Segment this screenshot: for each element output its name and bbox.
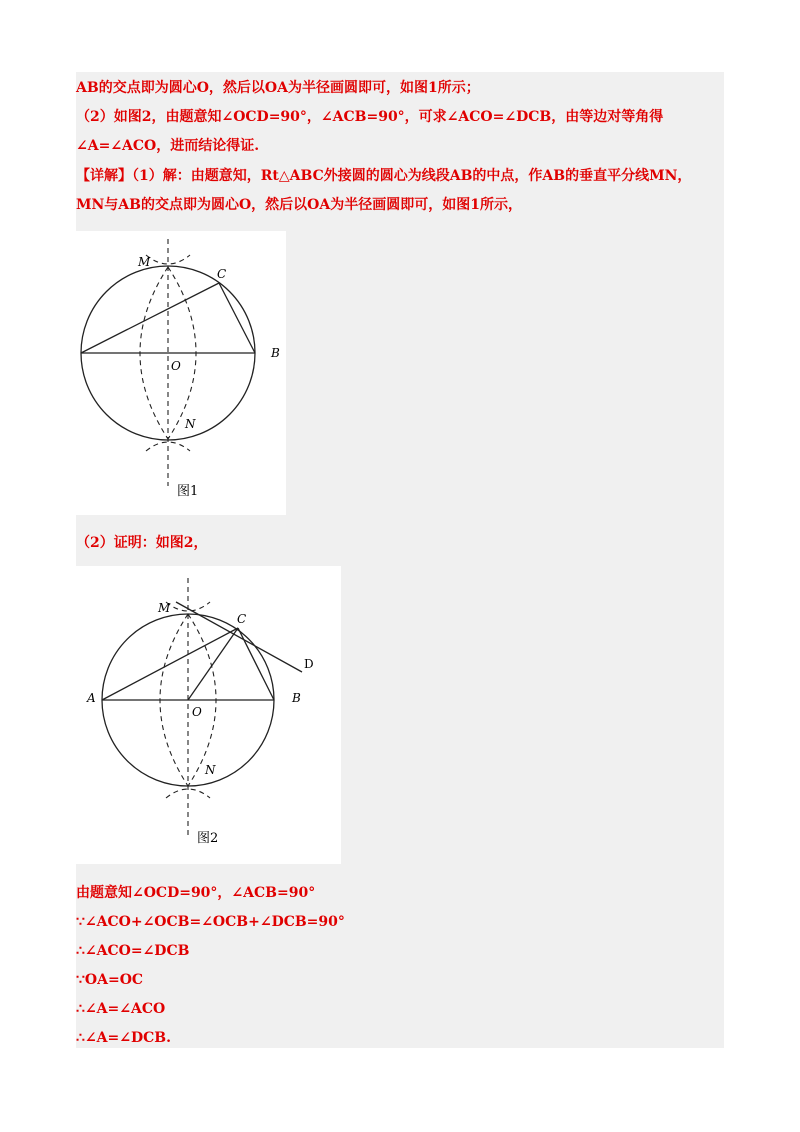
fig2-label-C: C — [237, 612, 247, 626]
proof-line-3: ∴∠ACO=∠DCB — [76, 943, 190, 959]
proof-line-1: 由题意知∠OCD=90°，∠ACB=90° — [76, 885, 316, 901]
proof-line-6: ∴∠A=∠DCB. — [76, 1030, 171, 1046]
text-line-2: （2）如图2，由题意知∠OCD=90°，∠ACB=90°，可求∠ACO=∠DCB，由等边对等角得 — [76, 109, 664, 125]
fig1-caption: 图1 — [177, 484, 199, 499]
fig1-label-N: N — [185, 417, 196, 431]
detail-text: （1）解：由题意知，Rt△ABC外接圆的圆心为线段AB的中点，作AB的垂直平分线MN， — [132, 168, 692, 184]
text-line-6: （2）证明：如图2， — [76, 535, 208, 551]
fig2-label-B: B — [292, 691, 301, 705]
fig2-label-N: N — [205, 763, 216, 777]
fig1-label-M: M — [138, 255, 151, 269]
text-line-4 — [76, 166, 724, 186]
fig2-label-M: M — [158, 601, 171, 615]
fig2-label-A: A — [87, 691, 96, 705]
detail-tag: 【详解】 — [76, 168, 132, 184]
text-line-1: AB的交点即为圆心O，然后以OA为半径画圆即可，如图1所示； — [76, 80, 480, 96]
proof-line-4: ∵OA=OC — [76, 972, 144, 988]
fig2-caption: 图2 — [197, 831, 219, 846]
figure-1-diagram — [76, 231, 286, 515]
text-line-5: MN与AB的交点即为圆心O，然后以OA为半径画圆即可，如图1所示， — [76, 197, 522, 213]
fig2-segment-AC — [102, 628, 238, 700]
figure-2 — [76, 566, 341, 864]
fig1-label-B: B — [271, 346, 280, 360]
fig2-label-D: D — [304, 657, 314, 671]
text-line-3: ∠A=∠ACO，进而结论得证. — [76, 138, 260, 154]
fig1-label-C: C — [217, 267, 227, 281]
fig1-label-O: O — [171, 359, 181, 373]
figure-2-diagram — [76, 566, 341, 864]
proof-line-5: ∴∠A=∠ACO — [76, 1001, 166, 1017]
fig2-label-O: O — [192, 705, 202, 719]
fig1-segment-AC — [81, 283, 219, 353]
figure-1 — [76, 231, 286, 515]
fig1-segment-CB — [219, 283, 255, 353]
proof-line-2: ∵∠ACO+∠OCB=∠OCB+∠DCB=90° — [76, 914, 345, 930]
fig2-segment-OC — [188, 628, 238, 700]
